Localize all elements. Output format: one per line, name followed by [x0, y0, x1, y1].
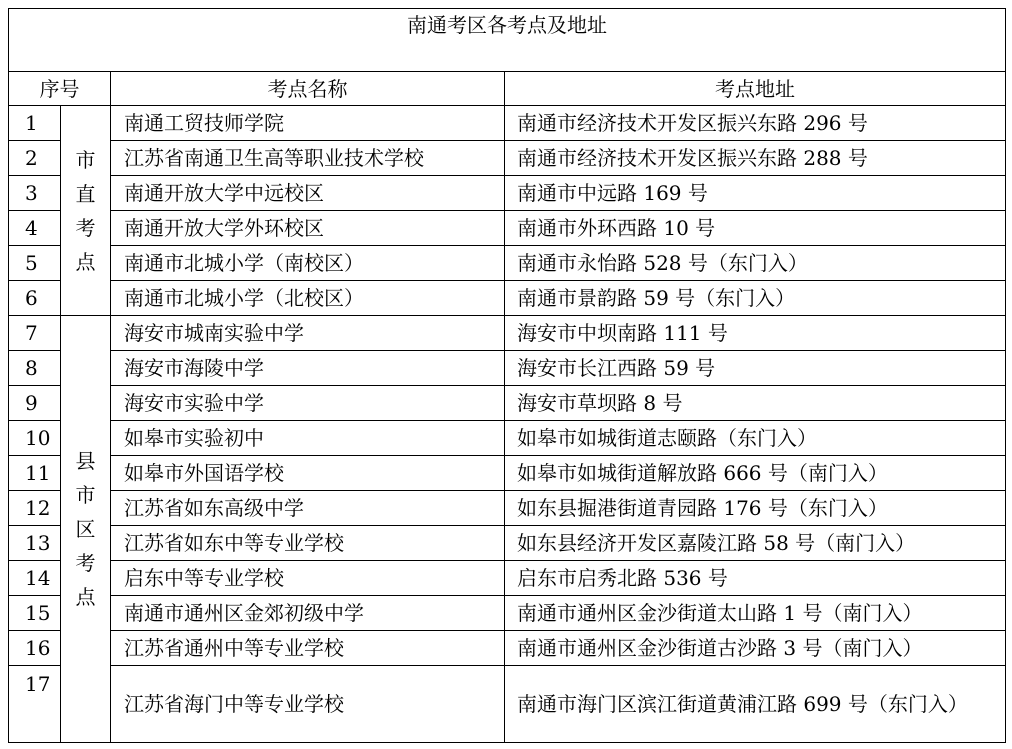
table-row: [9, 421, 1006, 456]
site-address: 启东市启秀北路 536 号: [505, 561, 1006, 596]
site-name: 南通市通州区金郊初级中学: [111, 596, 505, 631]
row-number: 3: [9, 176, 61, 211]
site-name: 南通工贸技师学院: [111, 106, 505, 141]
site-address: 南通市外环西路 10 号: [505, 211, 1006, 246]
site-address: 南通市经济技术开发区振兴东路 296 号: [505, 106, 1006, 141]
site-name: 南通市北城小学（北校区）: [111, 281, 505, 316]
row-number: 1: [9, 106, 61, 141]
site-address: 南通市永怡路 528 号（东门入）: [505, 246, 1006, 281]
site-name: 海安市海陵中学: [111, 351, 505, 386]
site-address: 南通市经济技术开发区振兴东路 288 号: [505, 141, 1006, 176]
header-name: 考点名称: [111, 72, 505, 106]
site-name: 江苏省通州中等专业学校: [111, 631, 505, 666]
table-row: [9, 491, 1006, 526]
group-label-city-direct: 市 直 考 点: [61, 106, 111, 316]
table-row: [9, 526, 1006, 561]
table-row: [9, 561, 1006, 596]
site-name: 海安市实验中学: [111, 386, 505, 421]
site-address: 南通市通州区金沙街道古沙路 3 号（南门入）: [505, 631, 1006, 666]
table-row: [9, 631, 1006, 666]
row-number: 4: [9, 211, 61, 246]
row-number: 5: [9, 246, 61, 281]
row-number: 17: [9, 666, 61, 743]
row-number: 6: [9, 281, 61, 316]
row-number: 8: [9, 351, 61, 386]
table-row: [9, 596, 1006, 631]
row-number: 16: [9, 631, 61, 666]
site-address: 南通市海门区滨江街道黄浦江路 699 号（东门入）: [505, 666, 1006, 743]
row-number: 7: [9, 316, 61, 351]
group-label-county: 县 市 区 考 点: [61, 316, 111, 743]
header-seq: 序号: [9, 72, 111, 106]
site-name: 南通市北城小学（南校区）: [111, 246, 505, 281]
table-row: [9, 386, 1006, 421]
table-row: [9, 246, 1006, 281]
site-name: 江苏省如东高级中学: [111, 491, 505, 526]
site-address: 南通市中远路 169 号: [505, 176, 1006, 211]
table-row: [9, 211, 1006, 246]
site-name: 南通开放大学外环校区: [111, 211, 505, 246]
site-name: 南通开放大学中远校区: [111, 176, 505, 211]
site-name: 海安市城南实验中学: [111, 316, 505, 351]
row-number: 11: [9, 456, 61, 491]
table-row: [9, 106, 1006, 141]
exam-sites-table: [8, 8, 1006, 743]
site-address: 海安市草坝路 8 号: [505, 386, 1006, 421]
table-row: [9, 351, 1006, 386]
site-name: 江苏省如东中等专业学校: [111, 526, 505, 561]
row-number: 12: [9, 491, 61, 526]
site-address: 海安市长江西路 59 号: [505, 351, 1006, 386]
table-row: [9, 456, 1006, 491]
header-address: 考点地址: [505, 72, 1006, 106]
table-row: [9, 141, 1006, 176]
table-title: 南通考区各考点及地址: [9, 9, 1006, 72]
site-address: 如东县经济开发区嘉陵江路 58 号（南门入）: [505, 526, 1006, 561]
table-row: [9, 281, 1006, 316]
site-name: 江苏省海门中等专业学校: [111, 666, 505, 743]
table-row: [9, 316, 1006, 351]
site-address: 南通市景韵路 59 号（东门入）: [505, 281, 1006, 316]
site-name: 江苏省南通卫生高等职业技术学校: [111, 141, 505, 176]
table-row: [9, 176, 1006, 211]
row-number: 14: [9, 561, 61, 596]
site-name: 如皋市实验初中: [111, 421, 505, 456]
site-address: 海安市中坝南路 111 号: [505, 316, 1006, 351]
site-address: 如东县掘港街道青园路 176 号（东门入）: [505, 491, 1006, 526]
row-number: 15: [9, 596, 61, 631]
row-number: 10: [9, 421, 61, 456]
row-number: 9: [9, 386, 61, 421]
site-name: 如皋市外国语学校: [111, 456, 505, 491]
site-address: 如皋市如城街道志颐路（东门入）: [505, 421, 1006, 456]
site-name: 启东中等专业学校: [111, 561, 505, 596]
row-number: 2: [9, 141, 61, 176]
row-number: 13: [9, 526, 61, 561]
table-row: [9, 666, 1006, 743]
site-address: 南通市通州区金沙街道太山路 1 号（南门入）: [505, 596, 1006, 631]
site-address: 如皋市如城街道解放路 666 号（南门入）: [505, 456, 1006, 491]
